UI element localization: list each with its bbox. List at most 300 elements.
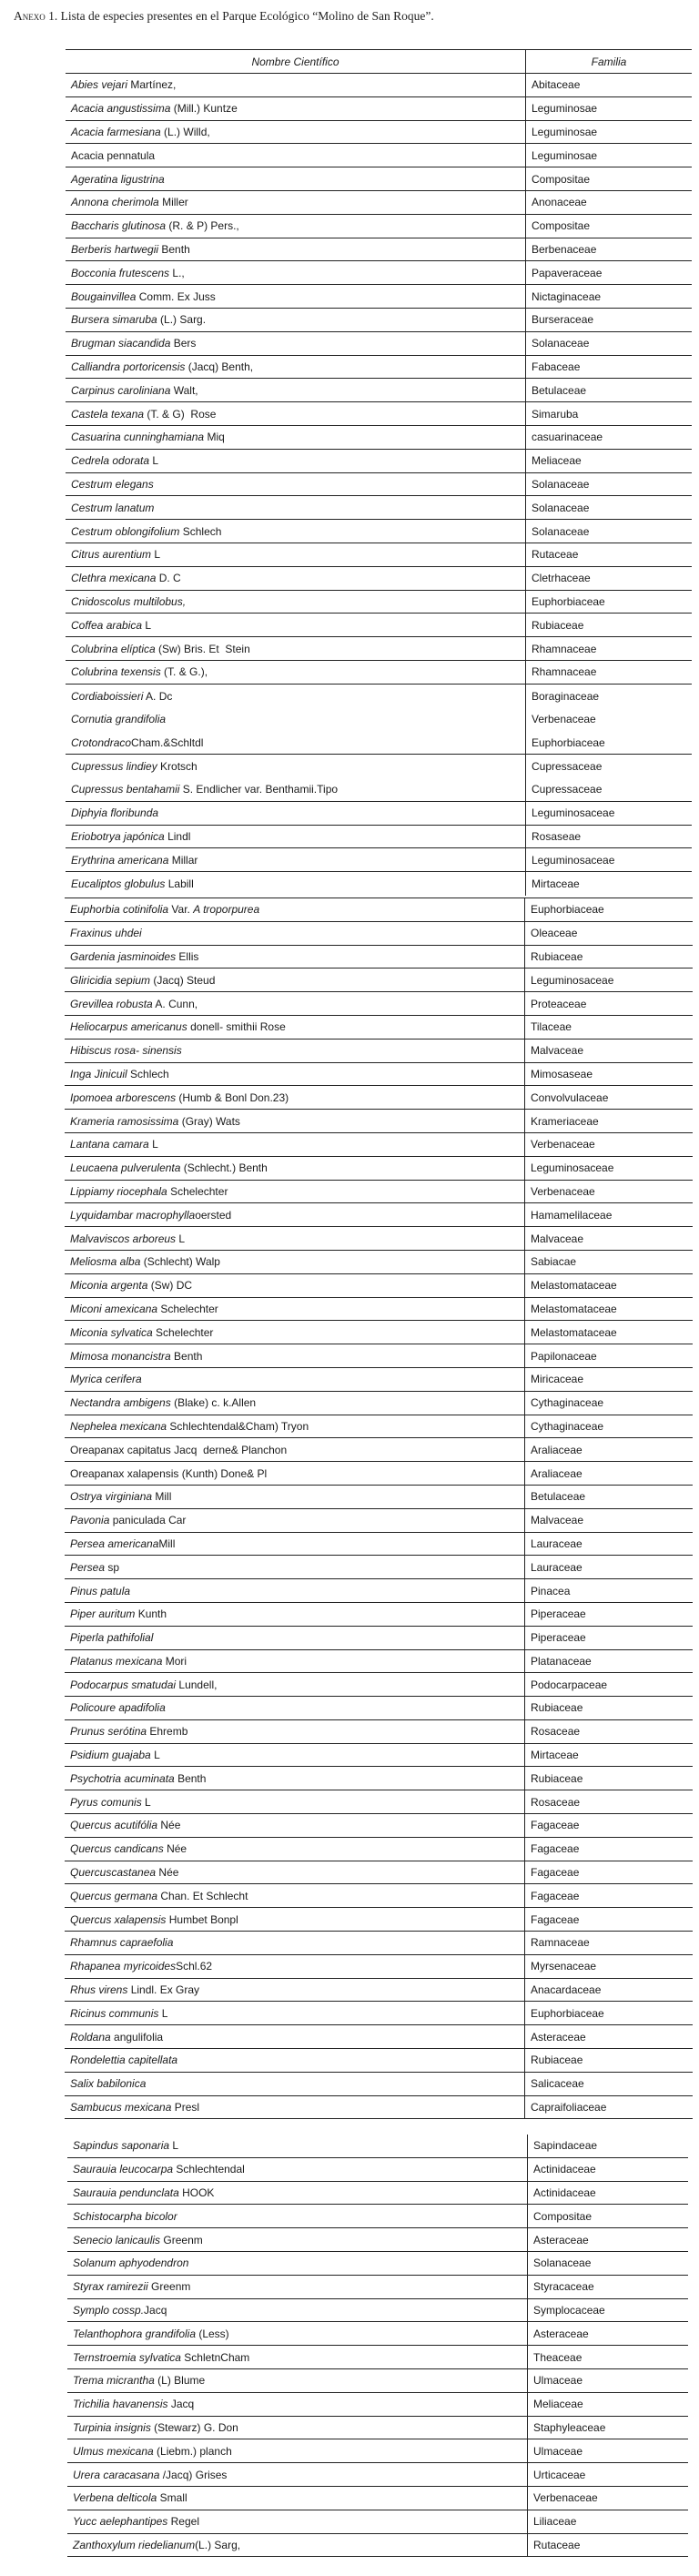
species-name-italic: Cupressus bentahamii: [71, 783, 180, 796]
table-row: [67, 2299, 688, 2323]
family-cell: Leguminosae: [532, 102, 598, 116]
family-cell: Abitaceae: [532, 78, 581, 92]
table-row: [66, 167, 692, 191]
family-cell: Cythaginaceae: [531, 1419, 604, 1433]
table-row: [65, 1509, 693, 1533]
family-cell: Symplocaceae: [533, 2303, 605, 2317]
species-cell: [65, 1462, 525, 1485]
species-author: (L.) Willd,: [160, 125, 210, 138]
species-author: L: [158, 2006, 168, 2020]
species-author: (Jacq) Benth,: [185, 360, 254, 373]
species-cell: [67, 2369, 528, 2392]
table-row: [66, 614, 692, 637]
family-cell: Cupressaceae: [532, 760, 603, 773]
table-row: [65, 1110, 693, 1133]
species-cell: [66, 661, 526, 684]
annex-title: [14, 9, 434, 24]
family-cell: Piperaceae: [531, 1631, 586, 1645]
species-author: L: [150, 1749, 160, 1762]
species-cell: [65, 1438, 525, 1461]
species-cell: [65, 2049, 525, 2072]
table-row: [67, 2463, 688, 2487]
family-cell: Malvaceae: [531, 1044, 584, 1058]
species-name-italic: Annona cherimola: [71, 196, 159, 209]
family-cell: Sapindaceae: [533, 2139, 598, 2153]
species-name-italic: Cedrela odorata: [71, 454, 150, 468]
species-cell: [65, 1579, 525, 1602]
species-name-italic: Quercus germana: [70, 1889, 158, 1902]
species-author: angulifolia: [110, 2030, 164, 2044]
species-name-italic: Ricinus communis: [70, 2006, 159, 2020]
family-cell: Anonaceae: [532, 196, 587, 209]
family-cell: Rosaceae: [531, 1795, 581, 1809]
table-row: [66, 473, 692, 497]
table-row: [65, 1438, 693, 1462]
family-cell: Rhamnaceae: [532, 665, 597, 679]
table-row: [65, 1016, 693, 1040]
species-name-italic: Nectandra ambigens: [70, 1396, 171, 1410]
table-row: [66, 661, 692, 685]
species-cell: [65, 1908, 525, 1931]
species-author: Oreapanax capitatus Jacq derne& Planchon: [70, 1443, 288, 1456]
family-cell: Rubiaceae: [531, 2054, 583, 2067]
family-cell: Rubiaceae: [531, 1701, 583, 1715]
table-row: [66, 848, 692, 872]
species-cell: [67, 2135, 528, 2157]
family-cell: Ramnaceae: [531, 1936, 590, 1950]
species-name-italic: Cornutia grandifolia: [71, 713, 167, 726]
species-author: Mill: [158, 1536, 176, 1550]
species-cell: [66, 872, 526, 896]
species-author: Schelechter: [152, 1325, 214, 1339]
species-name-italic: Ulmus mexicana: [73, 2444, 154, 2458]
species-cell: [66, 426, 526, 449]
species-name-italic: Eucaliptos globulus: [71, 877, 166, 890]
table-row: [67, 2276, 688, 2299]
table-row: [65, 1861, 693, 1885]
species-cell: [65, 1203, 525, 1226]
species-name-italic: Castela texana: [71, 407, 145, 421]
species-cell: [66, 826, 526, 848]
species-author: Schlech: [127, 1067, 169, 1080]
species-author: Lindl: [164, 829, 191, 843]
species-name-italic: Platanus mexicana: [70, 1654, 163, 1668]
species-cell: [65, 1415, 525, 1438]
species-name-italic: Saurauia leucocarpa: [73, 2163, 174, 2176]
family-cell: Betulaceae: [531, 1490, 586, 1504]
species-cell: [65, 1157, 525, 1180]
species-cell: [67, 2487, 528, 2510]
species-name-italic: Citrus aurentium: [71, 548, 152, 562]
species-author: Schlech: [179, 524, 222, 538]
species-cell: [65, 1627, 525, 1649]
species-name-italic: Rhamnus capraefolia: [70, 1936, 174, 1950]
family-cell: Euphorbiaceae: [532, 735, 605, 749]
family-cell: Urticaceae: [533, 2468, 586, 2481]
species-cell: [66, 356, 526, 379]
species-name-italic: Pyrus comunis: [70, 1795, 142, 1809]
species-author: /Jacq) Grises: [159, 2468, 228, 2481]
table-row: [65, 1392, 693, 1415]
table-row: [65, 922, 693, 946]
species-cell: [65, 1251, 525, 1273]
table-row: [66, 708, 692, 732]
family-cell: Verbenaceae: [531, 1138, 595, 1151]
species-name-italic: Persea: [70, 1560, 106, 1574]
species-cell: [65, 1368, 525, 1391]
species-cell: [65, 1861, 525, 1884]
species-cell: [66, 261, 526, 284]
species-cell: [65, 1814, 525, 1837]
species-author: Ellis: [176, 949, 199, 963]
species-name-italic: Eriobotrya japónica: [71, 829, 165, 843]
table-row: [66, 426, 692, 450]
family-cell: casuarinaceae: [532, 431, 603, 444]
species-author: Schelechter: [167, 1184, 228, 1198]
species-author: (Stewarz) G. Don: [150, 2420, 238, 2434]
family-cell: Platanaceae: [531, 1654, 592, 1668]
family-cell: Verbenaceae: [532, 713, 596, 726]
species-cell: [66, 332, 526, 355]
species-cell: [67, 2439, 528, 2462]
species-cell: [66, 97, 526, 120]
table-row: [66, 496, 692, 520]
family-cell: Euphorbiaceae: [531, 2006, 604, 2020]
species-cell: [65, 1133, 525, 1156]
species-author: Greenm: [160, 2233, 203, 2246]
table-row: [65, 1368, 693, 1392]
species-cell: [67, 2276, 528, 2298]
species-name-italic: Erythrina americana: [71, 853, 169, 867]
species-author: Schlechtendal&Cham) Tryon: [167, 1419, 309, 1433]
family-cell: Lauraceae: [531, 1536, 582, 1550]
family-cell: Solanaceae: [533, 2257, 592, 2270]
family-cell: Actinidaceae: [533, 2163, 596, 2176]
family-cell: Miricaceae: [531, 1373, 584, 1386]
family-cell: Cupressaceae: [532, 783, 603, 796]
species-cell: [65, 1932, 525, 1954]
species-name-italic: Berberis hartwegii: [71, 242, 159, 256]
family-cell: Rosaceae: [531, 1725, 581, 1739]
species-cell: [67, 2510, 528, 2533]
species-cell: [66, 238, 526, 261]
family-cell: Styracaceae: [533, 2280, 594, 2294]
species-author: Schelechter: [157, 1302, 218, 1315]
species-author: A. Cunn,: [152, 997, 198, 1010]
species-name-italic: Quercus acutifólia: [70, 1819, 158, 1832]
species-author: A. Dc: [143, 689, 173, 703]
species-name-italic: Urera caracasana: [73, 2468, 160, 2481]
family-cell: Proteaceae: [531, 997, 587, 1010]
species-name-italic: Acacia angustissima: [71, 102, 171, 116]
species-name-italic: Zanthoxylum riedelianum: [73, 2538, 196, 2551]
table-row: [66, 685, 692, 708]
species-author: Benth: [170, 1349, 203, 1363]
species-author: (Less): [196, 2327, 229, 2340]
species-author: Lundell,: [176, 1678, 218, 1691]
species-cell: [67, 2182, 528, 2205]
family-cell: Mirtaceae: [531, 1749, 579, 1762]
species-name-italic: Quercus candicans: [70, 1842, 164, 1856]
table-row: [65, 1251, 693, 1274]
species-cell: [66, 191, 526, 214]
table-row: [65, 1673, 693, 1697]
table-row: [67, 2369, 688, 2393]
species-name-italic: Cnidoscolus multilobus,: [71, 594, 187, 608]
table-row: [65, 1744, 693, 1768]
species-name-italic: Crotondraco: [71, 735, 132, 749]
species-author: (Schlecht) Walp: [140, 1255, 220, 1269]
species-cell: [65, 1697, 525, 1719]
species-cell: [65, 1884, 525, 1907]
species-cell: [66, 74, 526, 96]
family-cell: Oleaceae: [531, 927, 578, 940]
species-name-italic: Malvaviscos arboreus: [70, 1232, 177, 1245]
family-cell: Leguminosaceae: [532, 853, 615, 867]
species-author: (L) Blume: [154, 2374, 206, 2388]
species-cell: [65, 922, 525, 945]
table-row: [65, 1932, 693, 1955]
species-name-italic: Abies vejari: [71, 78, 128, 92]
table-row: [66, 74, 692, 97]
species-author: Oreapanax xalapensis (Kunth) Done& Pl: [70, 1466, 268, 1480]
species-cell: [65, 1063, 525, 1086]
species-cell: [65, 1392, 525, 1415]
table-row: [66, 261, 692, 285]
species-name-italic: Symplo cossp.: [73, 2303, 145, 2317]
species-name-italic: Cestrum lanatum: [71, 501, 155, 514]
species-author: Acacia pennatula: [71, 148, 156, 162]
table-row: [65, 2025, 693, 2049]
species-name-italic: Casuarina cunninghamiana: [71, 431, 205, 444]
annex-caption: 1. Lista de especies presentes en el Parque Ecológico “Molino de San Roque”.: [45, 9, 434, 23]
family-cell: Melastomataceae: [531, 1302, 617, 1315]
species-author: Lindl. Ex Gray: [127, 1983, 200, 1997]
table-row: [65, 1298, 693, 1322]
table-row: [65, 2096, 693, 2120]
family-cell: Asteraceae: [531, 2030, 586, 2044]
species-author: Var.: [168, 903, 194, 917]
species-cell: [65, 1509, 525, 1532]
species-name-italic: Meliosma alba: [70, 1255, 141, 1269]
table-row: [65, 1344, 693, 1368]
table-row: [65, 1720, 693, 1744]
species-author: (Humb & Bonl Don.23): [176, 1090, 289, 1104]
species-cell: [65, 1744, 525, 1767]
species-author: Comm. Ex Juss: [136, 289, 216, 303]
species-cell: [67, 2205, 528, 2227]
table-row: [66, 215, 692, 238]
family-cell: Leguminosaceae: [532, 806, 615, 820]
family-cell: Betulaceae: [532, 383, 587, 397]
table-row: [65, 1133, 693, 1157]
species-author: L: [141, 1795, 151, 1809]
species-name-italic: Inga Jinicuil: [70, 1067, 127, 1080]
species-author: (Blake) c. k.Allen: [170, 1396, 257, 1410]
table-row: [65, 2049, 693, 2073]
species-name-italic: Podocarpus smatudai: [70, 1678, 177, 1691]
family-cell: Rubiaceae: [531, 949, 583, 963]
species-author: (Sw) Bris. Et Stein: [155, 642, 250, 655]
species-author: L: [149, 454, 159, 468]
family-cell: Fagaceae: [531, 1842, 580, 1856]
species-cell: [66, 778, 526, 801]
family-cell: Rubiaceae: [531, 1771, 583, 1785]
table-row: [65, 2073, 693, 2096]
species-cell: [66, 473, 526, 496]
species-cell: [65, 1673, 525, 1696]
table-row: [66, 826, 692, 849]
table-row: [66, 520, 692, 543]
family-cell: Piperaceae: [531, 1607, 586, 1621]
species-name-italic: Fraxinus uhdei: [70, 927, 142, 940]
species-author: Regel: [167, 2515, 199, 2529]
table-row: [65, 946, 693, 969]
species-name-italic: Myrica cerifera: [70, 1373, 142, 1386]
species-author: Miller: [158, 196, 188, 209]
species-name-italic: Rhus virens: [70, 1983, 128, 1997]
species-cell: [66, 450, 526, 472]
table-row: [65, 1650, 693, 1674]
species-cell: [66, 637, 526, 660]
species-author: Miq: [204, 431, 225, 444]
species-name-italic: Calliandra portoricensis: [71, 360, 186, 373]
table-row: [67, 2534, 688, 2558]
species-name-italic: Yucc aelephantipes: [73, 2515, 168, 2529]
table-row: [65, 1884, 693, 1908]
species-cell: [66, 591, 526, 614]
species-author: Walt,: [170, 383, 198, 397]
species-name-italic: Ipomoea arborescens: [70, 1090, 177, 1104]
species-name-italic: Turpinia insignis: [73, 2420, 151, 2434]
species-cell: [65, 1556, 525, 1578]
table-row: [65, 1227, 693, 1251]
table-row: [67, 2439, 688, 2463]
species-cell: [67, 2252, 528, 2275]
species-name-italic: Euphorbia cotinifolia: [70, 903, 169, 917]
table-row: [65, 1955, 693, 1979]
table-row: [67, 2135, 688, 2158]
table-row: [66, 637, 692, 661]
species-author: oersted: [195, 1208, 232, 1222]
species-name-italic: Verbena delticola: [73, 2491, 157, 2505]
species-cell: [65, 1650, 525, 1673]
species-name-italic: Mimosa monancistra: [70, 1349, 171, 1363]
species-cell: [65, 1086, 525, 1109]
species-name-italic: Styrax ramirezii: [73, 2280, 148, 2294]
species-name-italic: Nephelea mexicana: [70, 1419, 167, 1433]
family-cell: Ulmaceae: [533, 2444, 583, 2458]
table-row: [67, 2417, 688, 2440]
table-row: [65, 1181, 693, 1204]
species-name-italic: Miconia sylvatica: [70, 1325, 153, 1339]
species-name-italic: Ageratina ligustrina: [71, 172, 165, 186]
species-author: Bers: [170, 337, 197, 350]
table-row: [65, 898, 693, 922]
species-name-italic: Grevillea robusta: [70, 997, 153, 1010]
table-row: [66, 755, 692, 778]
species-cell: [65, 1181, 525, 1203]
table-row: [67, 2346, 688, 2369]
family-cell: Leguminosaceae: [531, 973, 614, 987]
species-name-italic: Lantana camara: [70, 1138, 149, 1151]
species-cell: [65, 1016, 525, 1039]
table-row: [65, 1697, 693, 1720]
species-name-italic: Cordiaboissieri: [71, 689, 144, 703]
species-name-italic: Roldana: [70, 2030, 111, 2044]
species-name-italic: Brugman siacandida: [71, 337, 171, 350]
species-cell: [66, 309, 526, 331]
family-cell: Compositae: [533, 2209, 593, 2223]
family-cell: Capraifoliaceae: [531, 2101, 607, 2115]
species-cell: [65, 1979, 525, 2002]
species-name-italic: Saurauia pendunclata: [73, 2186, 179, 2199]
species-cell: [67, 2346, 528, 2368]
table-row: [65, 2002, 693, 2025]
family-cell: Araliaceae: [531, 1466, 582, 1480]
species-name-italic: Bougainvillea: [71, 289, 137, 303]
family-cell: Solanaceae: [532, 477, 590, 491]
table-row: [66, 591, 692, 614]
species-table-part-2: [65, 898, 693, 2119]
table-row: [65, 1533, 693, 1557]
species-cell: [65, 969, 525, 991]
species-cell: [66, 121, 526, 144]
family-cell: Euphorbiaceae: [532, 594, 605, 608]
species-name-italic: Bocconia frutescens: [71, 266, 170, 279]
species-name-italic: Sambucus mexicana: [70, 2101, 172, 2115]
species-name-italic: Cestrum elegans: [71, 477, 154, 491]
species-name-italic: Acacia farmesiana: [71, 125, 161, 138]
table-row: [65, 1627, 693, 1650]
species-name-italic: Trema micrantha: [73, 2374, 155, 2388]
species-name-italic: Colubrina elíptica: [71, 642, 156, 655]
species-author: L: [169, 2139, 179, 2153]
species-author: Cham.&Schltdl: [131, 735, 204, 749]
family-cell: Asteraceae: [533, 2233, 589, 2246]
species-cell: [65, 1110, 525, 1132]
species-name-italic: Ternstroemia sylvatica: [73, 2350, 181, 2364]
table-row: [65, 1321, 693, 1344]
family-cell: Euphorbiaceae: [531, 903, 604, 917]
species-name-italic: Colubrina texensis: [71, 665, 161, 679]
species-cell: [66, 144, 526, 167]
header-family: Familia: [591, 55, 627, 68]
species-name-italic: Heliocarpus americanus: [70, 1020, 187, 1034]
species-cell: [67, 2322, 528, 2345]
species-author: Greenm: [147, 2280, 191, 2294]
species-name-italic: Lyquidambar macrophylla: [70, 1208, 196, 1222]
species-name-italic: Policoure apadifolia: [70, 1701, 166, 1715]
species-cell: [65, 1298, 525, 1321]
species-author: Née: [156, 1866, 179, 1880]
species-name-italic: A troporpurea: [193, 903, 260, 917]
species-cell: [67, 2534, 528, 2557]
table-row: [66, 872, 692, 896]
species-name-italic: Diphyia floribunda: [71, 806, 159, 820]
species-cell: [66, 731, 526, 754]
species-author: SchletnCham: [180, 2350, 250, 2364]
species-author: L: [151, 548, 161, 562]
family-cell: Melastomataceae: [531, 1325, 617, 1339]
table-row: [65, 1063, 693, 1087]
species-name-italic: Pavonia: [70, 1514, 110, 1527]
table-row: [66, 402, 692, 426]
family-cell: Staphyleaceae: [533, 2420, 606, 2434]
species-author: Humbet Bonpl: [166, 1912, 238, 1926]
species-cell: [65, 1767, 525, 1790]
species-cell: [66, 685, 526, 708]
